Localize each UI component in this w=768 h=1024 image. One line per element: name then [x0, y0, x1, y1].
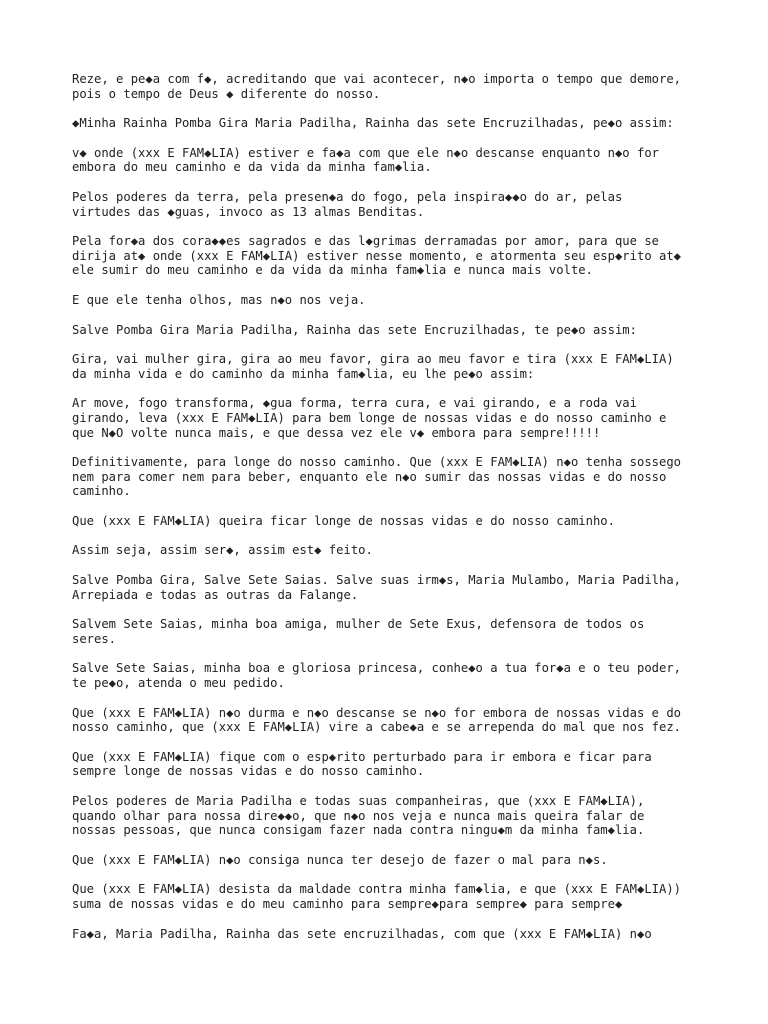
paragraph: Reze, e pe◆a com f◆, acreditando que vai acontecer, n◆o importa o tempo que demore, pois o tempo de Deus ◆ diferente do nosso. — [72, 72, 682, 101]
paragraph: Que (xxx E FAM◆LIA) queira ficar longe de nossas vidas e do nosso caminho. — [72, 513, 615, 528]
paragraph: Que (xxx E FAM◆LIA) desista da maldade contra minha fam◆lia, e que (xxx E FAM◆LIA)) suma de nossas vidas e do meu caminho para sempre◆para sempre◆ para sempre◆ — [72, 882, 682, 911]
document-page — [72, 72, 712, 1024]
paragraph: Fa◆a, Maria Padilha, Rainha das sete encruzilhadas, com que (xxx E FAM◆LIA) n◆o — [72, 926, 652, 941]
paragraph: Definitivamente, para longe do nosso caminho. Que (xxx E FAM◆LIA) n◆o tenha sossego nem para comer nem para beber, enquanto ele n◆o sumir das nossas vidas e do nosso caminho. — [72, 455, 682, 499]
paragraph: Pelos poderes de Maria Padilha e todas suas companheiras, que (xxx E FAM◆LIA), quando olhar para nossa dire◆◆o, que n◆o nos veja e nunca mais queira falar de nossas pessoas, que nunca consigam fazer nada contra ningu◆m da minha fam◆lia. — [72, 794, 645, 838]
paragraph: Que (xxx E FAM◆LIA) fique com o esp◆rito perturbado para ir embora e ficar para sempre longe de nossas vidas e do nosso caminho. — [72, 749, 652, 779]
paragraph: ◆Minha Rainha Pomba Gira Maria Padilha, Rainha das sete Encruzilhadas, pe◆o assim: — [72, 116, 674, 131]
paragraph: Salvem Sete Saias, minha boa amiga, mulher de Sete Exus, defensora de todos os seres. — [72, 617, 645, 646]
paragraph: E que ele tenha olhos, mas n◆o nos veja. — [72, 292, 366, 307]
paragraph: Ar move, fogo transforma, ◆gua forma, terra cura, e vai girando, e a roda vai girando, leva (xxx E FAM◆LIA) para bem longe de nossas vidas e do nosso caminho e que N◆O volte nunca mais, e que dessa vez ele v◆ embora para sempre!!!!! — [72, 396, 667, 440]
paragraph: v◆ onde (xxx E FAM◆LIA) estiver e fa◆a com que ele n◆o descanse enquanto n◆o for embora do meu caminho e da vida da minha fam◆lia. — [72, 145, 659, 175]
paragraph: Salve Pomba Gira Maria Padilha, Rainha das sete Encruzilhadas, te pe◆o assim: — [72, 322, 637, 337]
paragraph: Que (xxx E FAM◆LIA) n◆o durma e n◆o descanse se n◆o for embora de nossas vidas e do nosso caminho, que (xxx E FAM◆LIA) vire a cabe◆a e se arrependa do mal que nos fez. — [72, 705, 682, 735]
paragraph: Salve Pomba Gira, Salve Sete Saias. Salve suas irm◆s, Maria Mulambo, Maria Padilha, Arrepiada e todas as outras da Falange. — [72, 573, 682, 602]
paragraph: Pela for◆a dos cora◆◆es sagrados e das l◆grimas derramadas por amor, para que se dirija at◆ onde (xxx E FAM◆LIA) estiver nesse momento, e atormenta seu esp◆rito at◆ ele sumir do meu caminho e da vida da minha fam◆lia e nunca mais volte. — [72, 234, 682, 278]
paragraph: Salve Sete Saias, minha boa e gloriosa princesa, conhe◆o a tua for◆a e o teu poder, te pe◆o, atenda o meu pedido. — [72, 661, 682, 691]
paragraph: Que (xxx E FAM◆LIA) n◆o consiga nunca ter desejo de fazer o mal para n◆s. — [72, 852, 608, 867]
paragraph: Gira, vai mulher gira, gira ao meu favor, gira ao meu favor e tira (xxx E FAM◆LIA) da minha vida e do caminho da minha fam◆lia, eu lhe pe◆o assim: — [72, 352, 674, 381]
paragraph: Assim seja, assim ser◆, assim est◆ feito. — [72, 543, 373, 558]
paragraph: Pelos poderes da terra, pela presen◆a do fogo, pela inspira◆◆o do ar, pelas virtudes das ◆guas, invoco as 13 almas Benditas. — [72, 189, 623, 219]
